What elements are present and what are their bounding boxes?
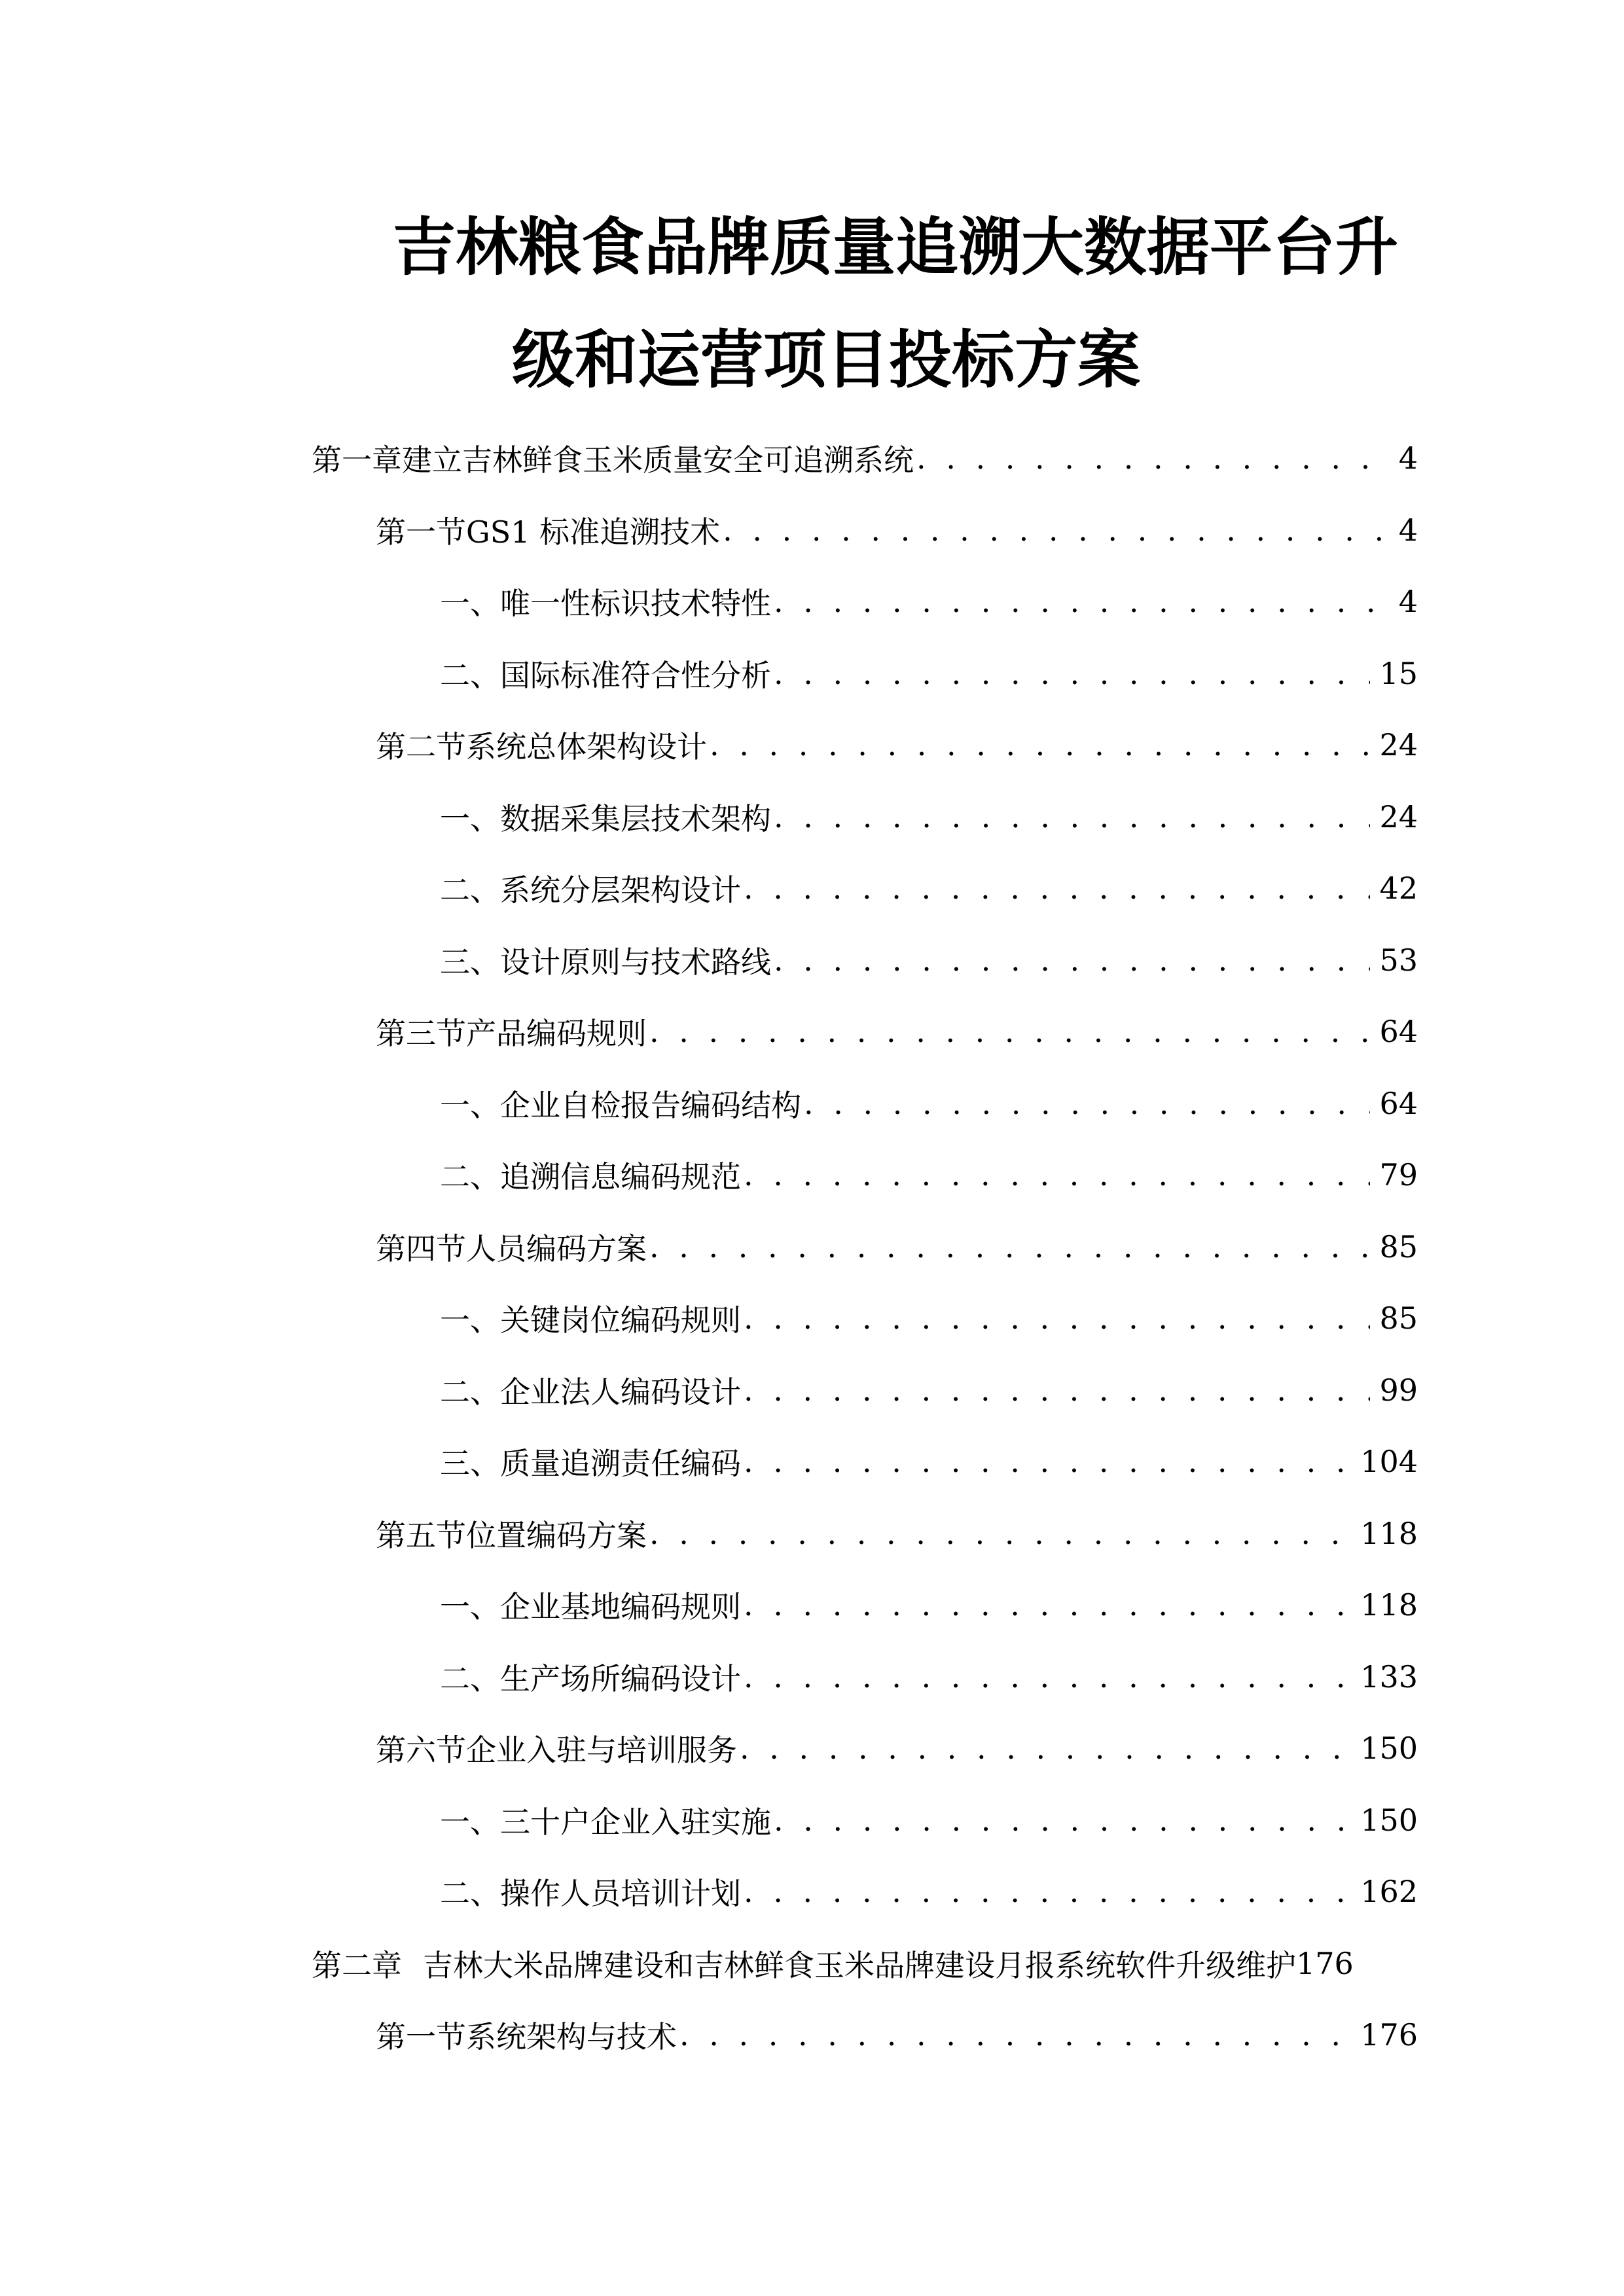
toc-entry-page-number: 4 [1398,584,1418,619]
toc-entry-label: 系统架构与技术 [466,2019,677,2054]
toc-entry-number: 一、 [440,1589,500,1624]
toc-entry-number: 第五节 [376,1517,466,1553]
toc-entry-label: 设计原则与技术路线 [500,944,771,980]
toc-entry-number: 二、 [440,657,500,693]
toc-entry[interactable] [440,1435,1418,1488]
toc-entry-number: 二、 [440,1374,500,1410]
toc-entry-label: 关键岗位编码规则 [500,1302,741,1338]
toc-dot-leader [914,440,1390,476]
toc-entry[interactable] [440,791,1418,843]
toc-entry-page-number: 79 [1379,1157,1418,1193]
toc-entry-label: 位置编码方案 [466,1517,647,1553]
toc-entry-page-number: 4 [1398,512,1418,548]
toc-entry[interactable] [376,719,1418,771]
toc-entry-number: 一、 [440,1804,500,1840]
toc-entry-page-number: 64 [1379,1085,1418,1121]
toc-entry-page-number: 118 [1360,1515,1418,1551]
toc-entry-label: 企业法人编码设计 [500,1374,741,1410]
toc-entry-page-number: 85 [1379,1300,1418,1336]
toc-entry[interactable] [440,1794,1418,1846]
toc-entry-number: 一、 [440,586,500,621]
toc-entry-number: 三、 [440,944,500,980]
toc-entry-number: 二、 [440,1660,500,1696]
document-title-line-2: 级和运营项目投标方案 [512,323,1140,397]
toc-entry[interactable] [440,1292,1418,1344]
toc-entry-number: 三、 [440,1446,500,1481]
toc-entry[interactable] [376,1507,1418,1560]
toc-entry-number: 第二章 [312,1947,402,1983]
toc-entry[interactable] [312,1937,1418,1990]
toc-entry-page-number: 162 [1360,1874,1418,1909]
toc-entry-label: 系统总体架构设计 [466,729,707,764]
toc-entry[interactable] [376,1221,1418,1273]
toc-entry-page-number: 118 [1360,1587,1418,1623]
toc-dot-leader [741,1587,1351,1623]
toc-entry-page-number: 42 [1379,870,1418,906]
toc-entry[interactable] [440,862,1418,914]
toc-entry[interactable] [376,2009,1418,2061]
toc-entry-number: 第一节 [376,2019,466,2054]
toc-entry-page-number: 133 [1360,1659,1418,1695]
toc-entry-label: 唯一性标识技术特性 [500,586,771,621]
toc-entry-label: 国际标准符合性分析 [500,657,771,693]
toc-entry-label: 企业自检报告编码结构 [500,1087,801,1123]
toc-entry-label: GS1 标准追溯技术 [466,514,721,550]
toc-entry[interactable] [440,1149,1418,1201]
toc-entry[interactable] [440,1364,1418,1416]
toc-entry-label: 企业入驻与培训服务 [466,1732,737,1768]
toc-dot-leader [741,1444,1351,1479]
toc-entry[interactable] [312,432,1418,484]
toc-entry-label: 企业基地编码规则 [500,1589,741,1624]
toc-dot-leader [771,656,1370,691]
toc-dot-leader [741,1300,1370,1336]
toc-dot-leader [741,1157,1370,1193]
toc-entry-page-number: 104 [1360,1444,1418,1479]
toc-entry-number: 一、 [440,800,500,836]
toc-entry-page-number: 150 [1360,1731,1418,1766]
toc-entry[interactable] [440,934,1418,986]
toc-entry-number: 一、 [440,1302,500,1338]
toc-entry-page-number: 176 [1296,1945,1354,1981]
toc-entry-label: 建立吉林鲜食玉米质量安全可追溯系统 [402,442,914,478]
toc-entry-number: 二、 [440,1876,500,1911]
toc-entry[interactable] [440,575,1418,628]
toc-dot-leader [771,584,1390,619]
toc-dot-leader [771,799,1370,834]
toc-dot-leader [647,1014,1370,1049]
toc-dot-leader [737,1731,1351,1766]
toc-dot-leader [677,2017,1351,2053]
toc-entry[interactable] [440,1077,1418,1130]
toc-entry[interactable] [376,504,1418,556]
toc-entry[interactable] [440,1865,1418,1918]
toc-entry-number: 二、 [440,872,500,908]
toc-entry-number: 第四节 [376,1230,466,1266]
toc-dot-leader [771,942,1370,978]
toc-entry-label: 产品编码规则 [466,1016,647,1051]
toc-entry-label: 数据采集层技术架构 [500,800,771,836]
toc-dot-leader [741,870,1370,906]
toc-dot-leader [647,1229,1370,1265]
toc-entry-label: 三十户企业入驻实施 [500,1804,771,1840]
toc-entry-page-number: 15 [1379,655,1418,691]
toc-entry-label: 质量追溯责任编码 [500,1446,741,1481]
toc-entry-page-number: 24 [1379,727,1418,762]
toc-entry-number: 第二节 [376,729,466,764]
toc-dot-leader [801,1086,1370,1121]
toc-entry-page-number: 99 [1379,1372,1418,1408]
toc-entry-number: 第一节 [376,514,466,550]
toc-entry-page-number: 64 [1379,1014,1418,1049]
toc-entry-number: 第六节 [376,1732,466,1768]
toc-entry-number: 第一章 [312,442,402,478]
toc-dot-leader [741,1659,1351,1695]
toc-entry-label: 人员编码方案 [466,1230,647,1266]
toc-entry-label: 操作人员培训计划 [500,1876,741,1911]
toc-dot-leader [741,1372,1370,1408]
toc-entry-number: 第三节 [376,1016,466,1051]
toc-entry-label: 系统分层架构设计 [500,872,741,908]
toc-entry-label: 吉林大米品牌建设和吉林鲜食玉米品牌建设月报系统软件升级维护 [423,1947,1296,1983]
toc-entry-page-number: 150 [1360,1802,1418,1838]
toc-entry[interactable] [440,1651,1418,1703]
toc-entry-page-number: 85 [1379,1229,1418,1265]
toc-dot-leader [707,727,1370,762]
toc-entry-number: 一、 [440,1087,500,1123]
toc-dot-leader [720,512,1390,548]
toc-entry-number: 二、 [440,1159,500,1194]
toc-entry[interactable] [440,647,1418,700]
toc-entry[interactable] [376,1005,1418,1058]
toc-dot-leader [647,1516,1351,1551]
toc-dot-leader [771,1803,1351,1838]
toc-entry-page-number: 176 [1360,2017,1418,2053]
toc-entry-label: 生产场所编码设计 [500,1660,741,1696]
toc-entry[interactable] [440,1579,1418,1631]
toc-entry-page-number: 4 [1398,440,1418,476]
toc-entry[interactable] [376,1722,1418,1774]
toc-entry-page-number: 24 [1379,798,1418,834]
document-title-line-1: 吉林粮食品牌质量追溯大数据平台升 [393,211,1398,284]
toc-dot-leader [741,1874,1351,1909]
toc-entry-label: 追溯信息编码规范 [500,1159,741,1194]
toc-entry-page-number: 53 [1379,942,1418,978]
